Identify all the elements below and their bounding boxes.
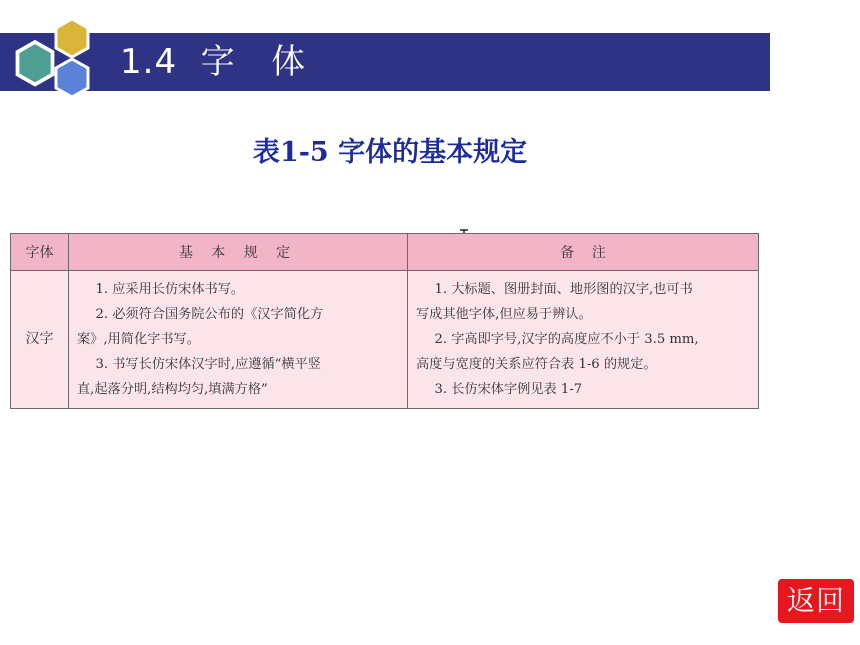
- table-row: [11, 271, 759, 409]
- note-line: 高度与宽度的关系应符合表 1-6 的规定。: [416, 357, 657, 372]
- header-bar: [0, 33, 770, 91]
- note-line: 写成其他字体,但应易于辨认。: [416, 307, 592, 322]
- hexagon-blue-icon: [56, 59, 88, 97]
- rules-cell: [69, 271, 408, 409]
- rule-line: 2. 必须符合国务院公布的《汉字简化方: [95, 307, 324, 322]
- note-line: 1. 大标题、图册封面、地形图的汉字,也可书: [434, 282, 693, 297]
- hexagon-logo-icon: [8, 17, 108, 103]
- rule-line: 案》,用简化字书写。: [77, 332, 200, 347]
- hexagon-teal-icon: [18, 42, 53, 85]
- font-cell: 汉字: [11, 271, 69, 409]
- column-header-rules: 基 本 规 定: [69, 234, 408, 271]
- rule-line: 3. 书写长仿宋体汉字时,应遵循“横平竖: [95, 357, 321, 372]
- font-rules-table: [10, 233, 759, 409]
- hexagon-yellow-icon: [56, 19, 88, 57]
- note-line: 3. 长仿宋体字例见表 1-7: [434, 382, 583, 397]
- rule-line: 1. 应采用长仿宋体书写。: [95, 282, 245, 297]
- note-line: 2. 字高即字号,汉字的高度应不小于 3.5 mm,: [434, 332, 699, 347]
- table-header-row: [11, 234, 759, 271]
- table-caption: 表1-5 字体的基本规定: [252, 137, 528, 168]
- column-header-font: 字体: [11, 234, 69, 271]
- column-header-notes: 备 注: [408, 234, 759, 271]
- notes-cell: [408, 271, 759, 409]
- rule-line: 直,起落分明,结构均匀,填满方格”: [77, 382, 268, 397]
- section-title: 1.4 字 体: [120, 42, 307, 82]
- back-button[interactable]: 返回: [778, 579, 854, 623]
